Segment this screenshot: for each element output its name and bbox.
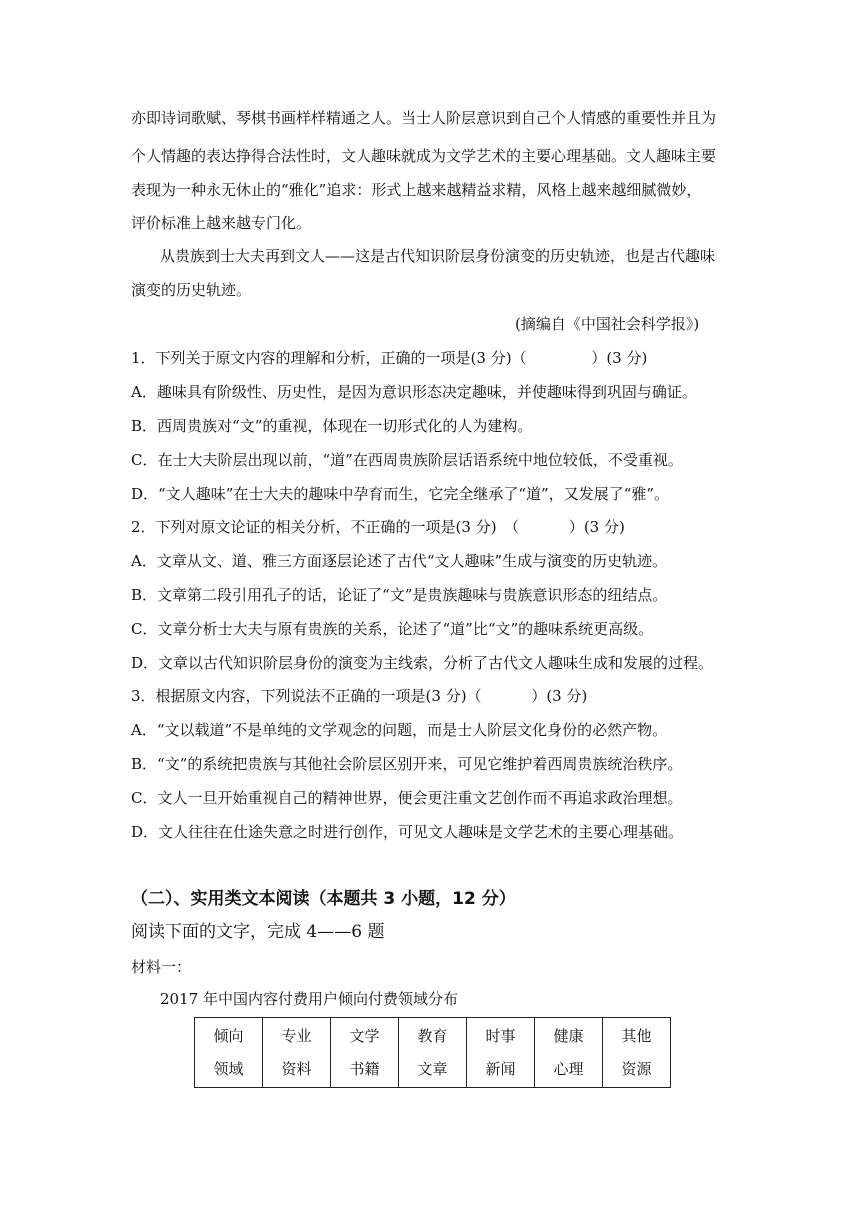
question-stem: 1．下列关于原文内容的理解和分析，正确的一项是(3 分)（ ）(3 分) — [131, 349, 648, 367]
table-cell: 时事 新闻 — [467, 1018, 535, 1088]
question-stem: 2．下列对原文论证的相关分析，不正确的一项是(3 分) （ ）(3 分) — [131, 518, 625, 536]
section-instruction: 阅读下面的文字，完成 4——6 题 — [131, 922, 385, 942]
question-option: C．在士大夫阶层出现以前，“道”在西周贵族阶层话语系统中地位较低，不受重视。 — [131, 451, 683, 469]
passage-line: 从贵族到士大夫再到文人——这是古代知识阶层身份演变的历史轨迹，也是古代趣味 — [160, 247, 716, 265]
table-cell: 教育 文章 — [399, 1018, 467, 1088]
source-citation: (摘编自《中国社会科学报》) — [515, 315, 700, 333]
passage-line: 演变的历史轨迹。 — [131, 281, 252, 299]
passage-line: 评价标准上越来越专门化。 — [131, 214, 312, 232]
section-title: （二）、实用类文本阅读（本题共 3 小题，12 分） — [131, 889, 516, 909]
question-option: D．文章以古代知识阶层身份的演变为主线索，分析了古代文人趣味生成和发展的过程。 — [131, 654, 714, 672]
question-option: B．西周贵族对“文”的重视，体现在一切形式化的人为建构。 — [131, 417, 533, 435]
question-option: D．文人往往在仕途失意之时进行创作，可见文人趣味是文学艺术的主要心理基础。 — [131, 823, 684, 841]
passage-line: 个人情趣的表达挣得合法性时，文人趣味就成为文学艺术的主要心理基础。文人趣味主要 — [131, 147, 717, 165]
table-cell: 其他 资源 — [603, 1018, 671, 1088]
question-stem: 3．根据原文内容，下列说法不正确的一项是(3 分)（ ）(3 分) — [131, 687, 588, 705]
table-cell: 文学 书籍 — [331, 1018, 399, 1088]
table-title: 2017 年中国内容付费用户倾向付费领域分布 — [160, 990, 458, 1008]
passage-line: 亦即诗词歌赋、琴棋书画样样精通之人。当士人阶层意识到自己个人情感的重要性并且为 — [131, 109, 717, 127]
table-cell: 专业 资料 — [263, 1018, 331, 1088]
question-option: B．文章第二段引用孔子的话，论证了“文”是贵族趣味与贵族意识形态的纽结点。 — [131, 586, 668, 604]
question-option: A．文章从文、道、雅三方面逐层论述了古代“文人趣味”生成与演变的历史轨迹。 — [131, 552, 668, 570]
material-label: 材料一： — [131, 958, 192, 976]
question-option: B．“文”的系统把贵族与其他社会阶层区别开来，可见它维护着西周贵族统治秩序。 — [131, 755, 683, 773]
question-option: A．“文以载道”不是单纯的文学观念的问题，而是士人阶层文化身份的必然产物。 — [131, 721, 668, 739]
table-cell: 健康 心理 — [535, 1018, 603, 1088]
table-row — [195, 1018, 671, 1088]
question-option: C．文人一旦开始重视自己的精神世界，便会更注重文艺创作而不再追求政治理想。 — [131, 789, 683, 807]
question-option: C．文章分析士大夫与原有贵族的关系，论述了“道”比“文”的趣味系统更高级。 — [131, 620, 654, 638]
distribution-table — [194, 1017, 671, 1088]
question-option: D．“文人趣味”在士大夫的趣味中孕育而生，它完全继承了“道”，又发展了“雅”。 — [131, 485, 670, 503]
table-cell: 倾向 领域 — [195, 1018, 263, 1088]
question-option: A．趣味具有阶级性、历史性，是因为意识形态决定趣味，并使趣味得到巩固与确证。 — [131, 383, 697, 401]
passage-line: 表现为一种永无休止的“雅化”追求：形式上越来越精益求精，风格上越来越细腻微妙， — [131, 181, 702, 199]
